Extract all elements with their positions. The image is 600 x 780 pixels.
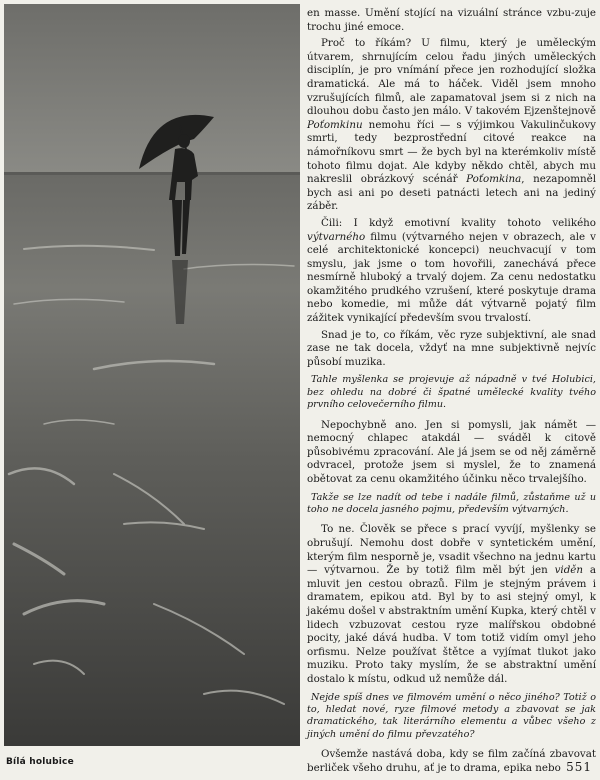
paragraph: [307, 419, 596, 487]
paragraph: [307, 217, 596, 326]
italic-text: Poťomkinu: [307, 118, 363, 131]
text-run: Proč to říkám? U filmu, který je uměleckým útvarem, shrnujícím celou řadu jiných uměleckých disciplín, je pro vnímání přece jen rozhodující složka dramatická. Ale má to háček. Viděl jsem mnoho vzrušujících filmů, ale zapamatoval jsem si z nich na dlouhou dobu často jen málo. V takovém Ejzenštejnově: [307, 37, 596, 118]
italic-text: Poťomkina: [466, 173, 522, 186]
paragraph: [307, 523, 596, 686]
paragraph: [307, 7, 596, 34]
paragraph: [307, 329, 596, 370]
interviewer-question: [307, 374, 596, 411]
italic-text: výtvarného: [307, 230, 366, 243]
italic-text: viděn: [554, 564, 584, 577]
text-run: Nepochybně ano. Jen si pomysli, jak námět — nemocný chlapec atakdál — sváděl k citově působivému zpracování. Ale já jsem se od něj záměrně odvracel, protože jsem si myslel, že to znamená obětovat za cenu okamžitého účinku něco trvalejšího.: [307, 418, 596, 486]
paragraph: [307, 748, 596, 775]
text-run: en masse. Umění stojící na vizuální stránce vzbu-zuje trochu jiné emoce.: [307, 7, 596, 33]
photograph-figure-with-umbrella-on-beach: [4, 4, 300, 746]
interviewer-question: [307, 492, 596, 517]
photo-caption: Bílá holubice: [6, 757, 74, 767]
article-text-column: [307, 7, 596, 778]
text-run: a mluvit jen cestou obrazů. Film je stejným právem i dramatem, epikou atd. Byl by to asi stejný omyl, k jakému došel v abstraktním umění Kupka, který chtěl v lidech vzbuzovat cestou ryze malířskou obdobné pocity, jaké dává hudba. V tom totiž vidím omyl jeho orfismu. Nelze používat štětce a vyjímat tlukot jako muziku. Proto taky myslím, že se abstraktní umění dostalo k místu, odkud už nemůže dál.: [307, 564, 597, 685]
beach-photo-svg: [4, 4, 300, 746]
page-number: 551: [566, 760, 592, 774]
text-run: Snad je to, co říkám, věc ryze subjektivní, ale snad zase ne tak docela, vždyť na mne subjektivně nejvíc působí muzika.: [307, 328, 596, 368]
horizon-line: [4, 172, 300, 175]
text-run: nemohu říci — s výjimkou Vakulinčukovy smrti, tedy bezprostřední citové reakce na námořníkovu smrt — že bych byl na kterémkoliv místě tohoto filmu dojat. Ale kdyby někdo chtěl, abych mu nakreslil obrázkový scénář: [307, 118, 596, 186]
text-run: , nezapomněl bych asi ani po deseti patnácti letech ani na jediný záběr.: [307, 173, 596, 213]
head: [178, 134, 190, 148]
text-run: To ne. Člověk se přece s prací vyvíjí, myšlenky se obrušují. Nemohu dost dobře v syntetickém umění, kterým film nesporně je, vsadit všechno na jednu kartu — výtvarnou. Že by totiž film měl být jen: [307, 523, 596, 577]
text-run: Takže se lze nadít od tebe i nadále filmů, zůstaňme už u toho ne docela jasného pojmu, především výtvarných.: [307, 491, 596, 516]
interviewer-question: [307, 692, 596, 742]
text-run: Tahle myšlenka se projevuje až nápadně v tvé Holubici, bez ohledu na dobré či špatné umělecké kvality tvého prvního celovečerního filmu.: [307, 374, 596, 411]
text-run: Čili: I když emotivní kvality tohoto velikého: [321, 216, 596, 229]
text-run: filmu (výtvarného nejen v obrazech, ale v celé architektonické koncepci) neuchvacují v tom smyslu, jak jsme o tom hovořili, zanechává přece nesmírně hluboký a trvalý dojem. Za cenu nedostatku okamžitého prudkého vzrušení, které poskytuje drama nebo komedie, mi může dát výtvarně pojatý film zážitek vynikající především svou trvalostí.: [307, 230, 596, 325]
text-run: Nejde spíš dnes ve filmovém umění o něco jiného? Totiž o to, hledat nové, ryze filmové metody a zbavovat se jak dramatického, tak literárního elementu a vůbec všeho z jiných umění do filmu převzatého?: [307, 691, 596, 740]
paragraph: [307, 37, 596, 214]
text-run: Ovšemže nastává doba, kdy se film začíná zbavovat berliček všeho druhu, ať je to drama, epika nebo: [307, 748, 596, 774]
